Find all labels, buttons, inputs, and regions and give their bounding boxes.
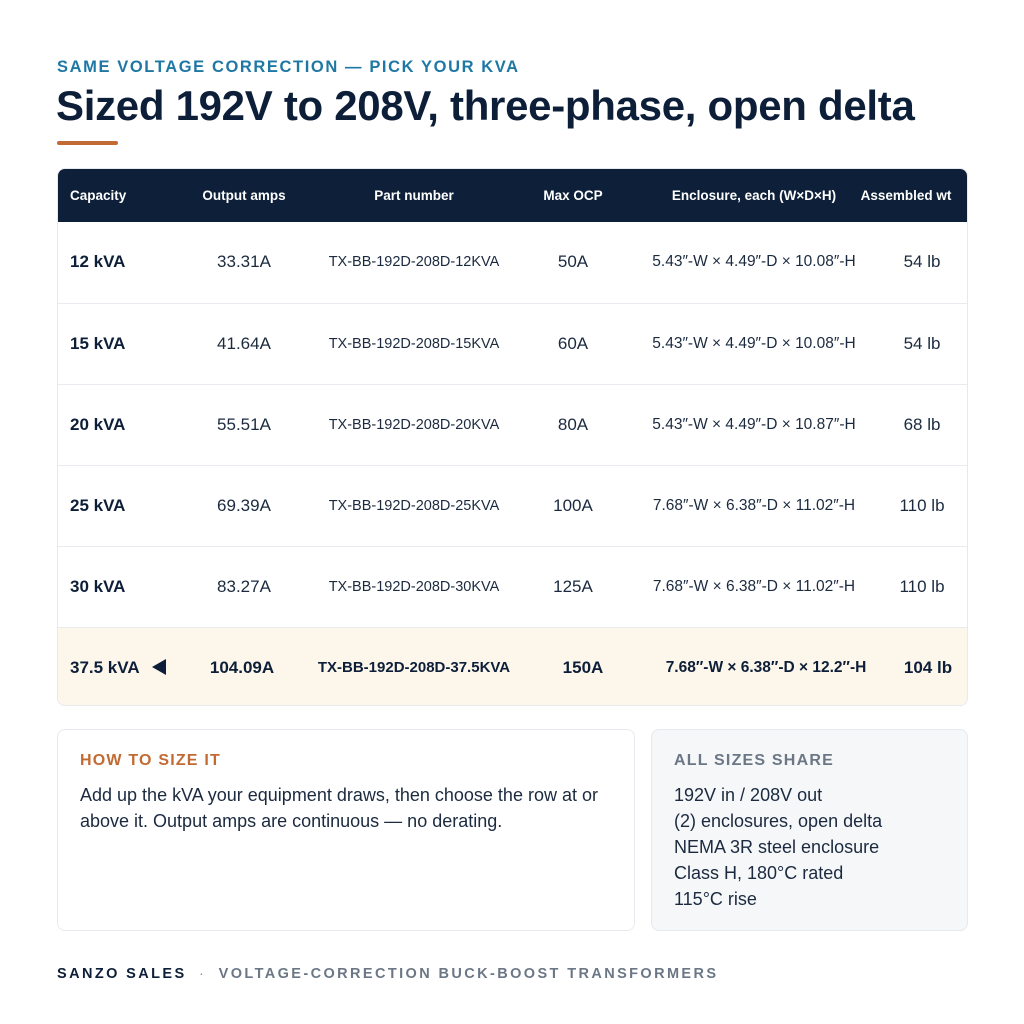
cell-part-number: TX-BB-192D-208D-15KVA (328, 336, 500, 352)
cell-enclosure: 5.43″-W × 4.49″-D × 10.87″-H (652, 416, 856, 433)
column-header-part-number[interactable]: Part number (374, 188, 454, 203)
cell-max-ocp: 100A (553, 496, 593, 515)
list-item: 192V in / 208V out (674, 785, 823, 805)
column-header-enclosure[interactable]: Enclosure, each (W×D×H) (671, 188, 837, 203)
sizing-table (57, 168, 968, 706)
cell-capacity: 25 kVA (70, 496, 126, 515)
cell-part-number: TX-BB-192D-208D-20KVA (328, 417, 500, 433)
cell-weight: 68 lb (903, 415, 941, 434)
table-row[interactable] (58, 222, 967, 303)
footer-tagline: VOLTAGE-CORRECTION BUCK-BOOST TRANSFORMERS (218, 966, 719, 982)
shared-specs-list (674, 782, 945, 912)
all-sizes-share-heading: ALL SIZES SHARE (674, 752, 834, 769)
cell-max-ocp: 125A (553, 577, 593, 596)
cell-weight: 104 lb (903, 658, 953, 677)
table-row[interactable] (58, 384, 967, 465)
table-row[interactable] (58, 546, 967, 627)
cell-max-ocp: 80A (557, 415, 589, 434)
cell-output-amps: 41.64A (217, 334, 271, 353)
eyebrow-label: SAME VOLTAGE CORRECTION — PICK YOUR KVA (57, 58, 520, 76)
cell-output-amps: 69.39A (217, 496, 271, 515)
how-to-size-heading: HOW TO SIZE IT (80, 752, 221, 769)
cell-max-ocp: 150A (562, 658, 604, 677)
list-item: NEMA 3R steel enclosure (674, 837, 880, 857)
cell-output-amps: 55.51A (217, 415, 271, 434)
cell-enclosure: 5.43″-W × 4.49″-D × 10.08″-H (652, 253, 856, 270)
list-item: 115°C rise (674, 889, 757, 909)
cell-weight: 110 lb (899, 496, 945, 515)
cell-output-amps: 104.09A (209, 658, 275, 677)
cell-capacity: 30 kVA (70, 577, 126, 596)
cell-part-number: TX-BB-192D-208D-37.5KVA (317, 659, 511, 676)
table-header (58, 169, 967, 222)
cell-weight: 54 lb (903, 252, 941, 271)
footer (57, 966, 718, 982)
cell-capacity: 20 kVA (70, 415, 126, 434)
column-header-assembled-weight[interactable]: Assembled wt (860, 188, 952, 203)
footer-brand: SANZO SALES (57, 966, 187, 982)
cell-output-amps: 83.27A (217, 577, 271, 596)
how-to-size-body: Add up the kVA your equipment draws, then choose the row at or above it. Output amps are continuous — no derating. (80, 785, 598, 831)
table-row[interactable] (58, 465, 967, 546)
list-item: Class H, 180°C rated (674, 863, 844, 883)
cell-part-number: TX-BB-192D-208D-12KVA (328, 254, 500, 270)
table-row-selected[interactable] (58, 627, 967, 706)
how-to-size-panel (57, 729, 635, 931)
cell-weight: 54 lb (903, 334, 941, 353)
column-header-max-ocp[interactable]: Max OCP (543, 188, 603, 203)
cell-part-number: TX-BB-192D-208D-30KVA (328, 579, 500, 595)
cell-enclosure: 7.68″-W × 6.38″-D × 12.2″-H (665, 659, 867, 676)
cell-enclosure: 7.68″-W × 6.38″-D × 11.02″-H (652, 578, 856, 595)
column-header-capacity[interactable]: Capacity (70, 188, 127, 203)
column-header-output-amps[interactable]: Output amps (202, 188, 286, 203)
cell-enclosure: 7.68″-W × 6.38″-D × 11.02″-H (652, 497, 856, 514)
page-title: Sized 192V to 208V, three-phase, open delta (56, 82, 915, 129)
cell-capacity: 12 kVA (70, 252, 126, 271)
left-triangle-arrow-icon (152, 659, 166, 675)
cell-capacity-value: 37.5 kVA (70, 658, 140, 677)
list-item: (2) enclosures, open delta (674, 811, 883, 831)
all-sizes-share-panel (651, 729, 968, 931)
cell-max-ocp: 60A (557, 334, 589, 353)
table-row[interactable] (58, 303, 967, 384)
cell-part-number: TX-BB-192D-208D-25KVA (328, 498, 500, 514)
cell-max-ocp: 50A (557, 252, 589, 271)
title-underline (57, 141, 118, 145)
cell-weight: 110 lb (899, 577, 945, 596)
cell-capacity: 15 kVA (70, 334, 126, 353)
cell-output-amps: 33.31A (217, 252, 271, 271)
cell-enclosure: 5.43″-W × 4.49″-D × 10.08″-H (652, 335, 856, 352)
footer-separator: · (198, 966, 207, 982)
